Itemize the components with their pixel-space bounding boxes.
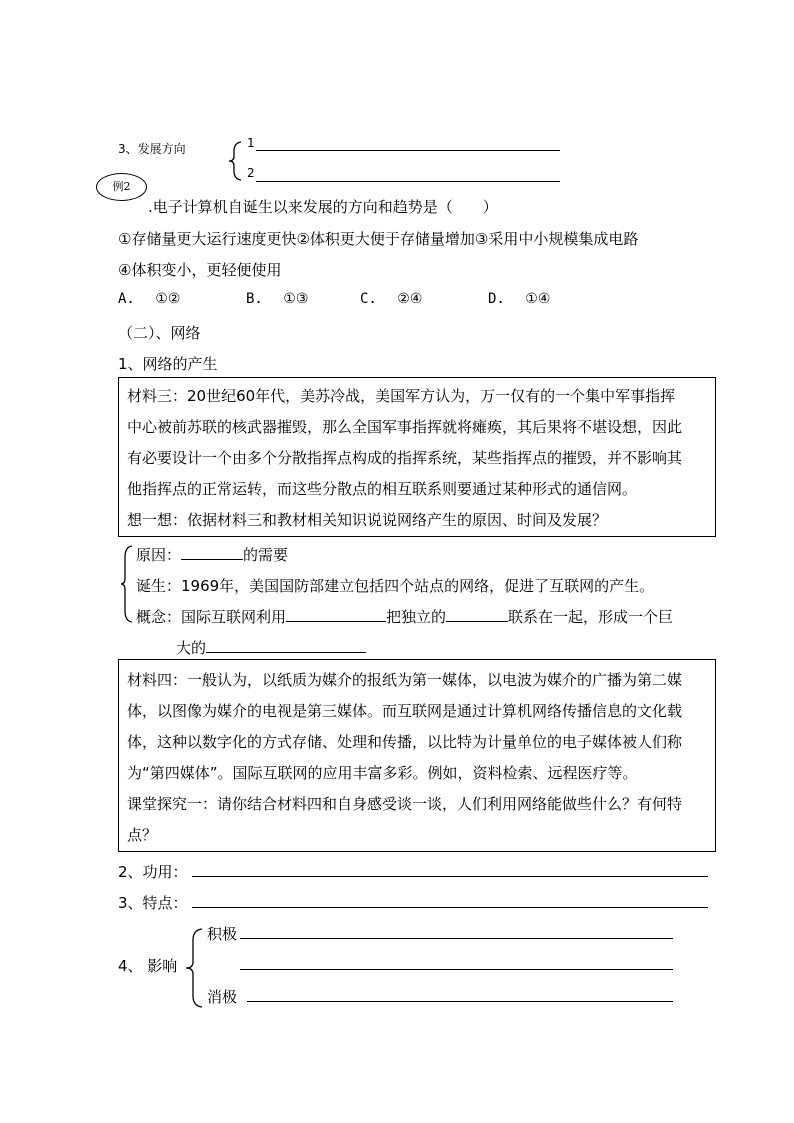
concept-part-b: 把独立的 — [386, 608, 447, 626]
negative-label: 消极 — [207, 988, 238, 1006]
positive-label: 积极 — [207, 925, 238, 943]
positive-blank-1[interactable] — [240, 938, 673, 939]
option-a[interactable] — [118, 291, 180, 307]
material4-line-6: 点？ — [127, 826, 158, 844]
material4-line-5: 课堂探究一：请你结合材料四和自身感受谈一谈，人们利用网络能做些什么？有何特 — [127, 795, 683, 813]
concept-part-c: 联系在一起，形成一个巨 — [508, 608, 674, 626]
positive-blank-2[interactable] — [240, 969, 673, 970]
left-brace-icon — [228, 141, 244, 181]
origin-reason-blank[interactable] — [181, 545, 243, 560]
function-label: 2、功用： — [118, 863, 188, 881]
material3-line-4: 他指挥点的正常运转，而这些分散点的相互联系则要通过某种形式的通信网。 — [127, 480, 638, 498]
origin-concept-cont — [176, 637, 366, 658]
material4-line-4: 为“第四媒体”。国际互联网的应用丰富多彩。例如，资料检索、远程医疗等。 — [127, 764, 638, 782]
material4-line-3: 体，这种以数字化的方式存储、处理和传播，以比特为计量单位的电子媒体被人们称 — [127, 733, 683, 751]
material4-line-2: 体，以图像为媒介的电视是第三媒体。而互联网是通过计算机网络传播信息的文化载 — [127, 702, 683, 720]
origin-brace-icon — [120, 545, 134, 623]
material4-line-1: 材料四：一般认为，以纸质为媒介的报纸为第一媒体，以电波为媒介的广播为第二媒 — [127, 671, 683, 689]
option-b[interactable] — [246, 291, 308, 307]
concept-part-a: 概念：国际互联网利用 — [136, 608, 287, 626]
concept-blank-2[interactable] — [446, 607, 508, 622]
material3-line-1: 材料三：20世纪60年代，美苏冷战，美国军方认为，万一仅有的一个集中军事指挥 — [127, 387, 676, 405]
function-blank[interactable] — [192, 876, 708, 877]
option-d[interactable] — [488, 291, 550, 307]
material3-box — [118, 377, 716, 537]
option-c-letter: C. — [360, 291, 377, 307]
feature-label: 3、特点： — [118, 894, 188, 912]
concept-blank-1[interactable] — [286, 607, 386, 622]
direction-item-2-blank[interactable] — [256, 181, 560, 182]
option-d-value: ①④ — [525, 291, 551, 307]
direction-item-1-blank[interactable] — [256, 150, 560, 151]
origin-reason-label: 原因： — [136, 546, 182, 564]
material4-box — [118, 659, 716, 852]
impact-label: 4、 影响 — [118, 957, 178, 975]
feature-blank[interactable] — [192, 907, 708, 908]
concept-part-d: 大的 — [176, 639, 207, 657]
origin-reason-suffix: 的需要 — [243, 546, 289, 564]
direction-item-1-num: 1 — [247, 136, 255, 150]
material3-line-2: 中心被前苏联的核武器摧毁，那么全国军事指挥就将瘫痪，其后果将不堪设想，因此 — [127, 418, 683, 436]
example-statements-line1: ①存储量更大运行速度更快②体积更大便于存储量增加③采用中小规模集成电路 — [118, 230, 639, 248]
material3-line-5: 想一想：依据材料三和教材相关知识说说网络产生的原因、时间及发展？ — [127, 511, 608, 529]
section3-title: 3、发展方向 — [118, 142, 186, 156]
option-a-letter: A. — [118, 291, 135, 307]
option-c-value: ②④ — [397, 291, 423, 307]
origin-concept — [136, 606, 673, 627]
example-statements-line2: ④体积变小，更轻便使用 — [118, 261, 282, 279]
origin-reason — [136, 544, 288, 565]
option-d-letter: D. — [488, 291, 505, 307]
network-heading: （二）、网络 — [118, 324, 201, 342]
option-b-letter: B. — [246, 291, 263, 307]
concept-blank-3[interactable] — [206, 638, 366, 653]
example-question: .电子计算机自诞生以来发展的方向和趋势是（ ） — [148, 198, 498, 216]
example-badge-label: 例2 — [112, 180, 131, 193]
example-badge — [96, 173, 147, 201]
option-a-value: ①② — [155, 291, 181, 307]
negative-blank[interactable] — [247, 1001, 673, 1002]
option-c[interactable] — [360, 291, 422, 307]
option-b-value: ①③ — [283, 291, 309, 307]
material3-line-3: 有必要设计一个由多个分散指挥点构成的指挥系统，某些指挥点的摧毁，并不影响其 — [127, 449, 683, 467]
direction-item-2-num: 2 — [247, 166, 255, 180]
impact-brace-icon — [184, 928, 204, 1008]
origin-birth: 诞生：1969年，美国国防部建立包括四个站点的网络，促进了互联网的产生。 — [136, 577, 655, 595]
network-sub1: 1、网络的产生 — [118, 355, 218, 373]
